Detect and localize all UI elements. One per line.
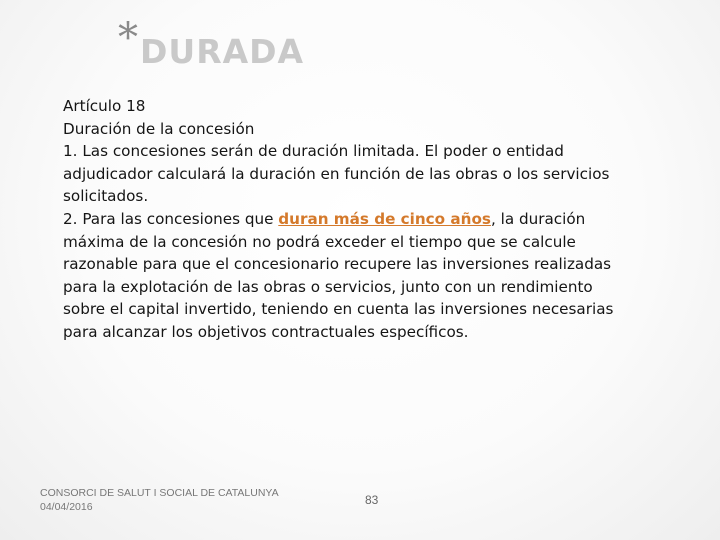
footer-organization: CONSORCI DE SALUT I SOCIAL DE CATALUNYA [40, 487, 279, 499]
paragraph-1: 1. Las concesiones serán de duración limitada. El poder o entidad adjudicador calculará la duración en función de las obras o los servicios solicitados. [63, 142, 610, 206]
article-number: Artículo 18 [63, 97, 146, 115]
paragraph-2-start: 2. Para las concesiones que [63, 209, 279, 228]
footer [40, 486, 279, 514]
article-heading: Duración de la concesión [63, 119, 255, 138]
slide-title: DURADA [140, 32, 305, 71]
footer-date: 04/04/2016 [40, 501, 93, 513]
asterisk-icon: * [118, 15, 138, 61]
title-row [118, 15, 305, 71]
highlighted-phrase: duran más de cinco años [278, 209, 491, 228]
page-number: 83 [365, 493, 379, 507]
paragraph-2-rest: , la duración máxima de la concesión no podrá exceder el tiempo que se calcule razonable para que el concesionario recupere las inversiones realizadas para la explotación de las obras o servicios, junto con un rendimiento sobre el capital invertido, teniendo en cuenta las inversiones necesarias para alcanzar los objetivos contractuales específicos. [63, 209, 614, 341]
slide-body [63, 95, 623, 344]
paragraph-2 [63, 208, 623, 344]
